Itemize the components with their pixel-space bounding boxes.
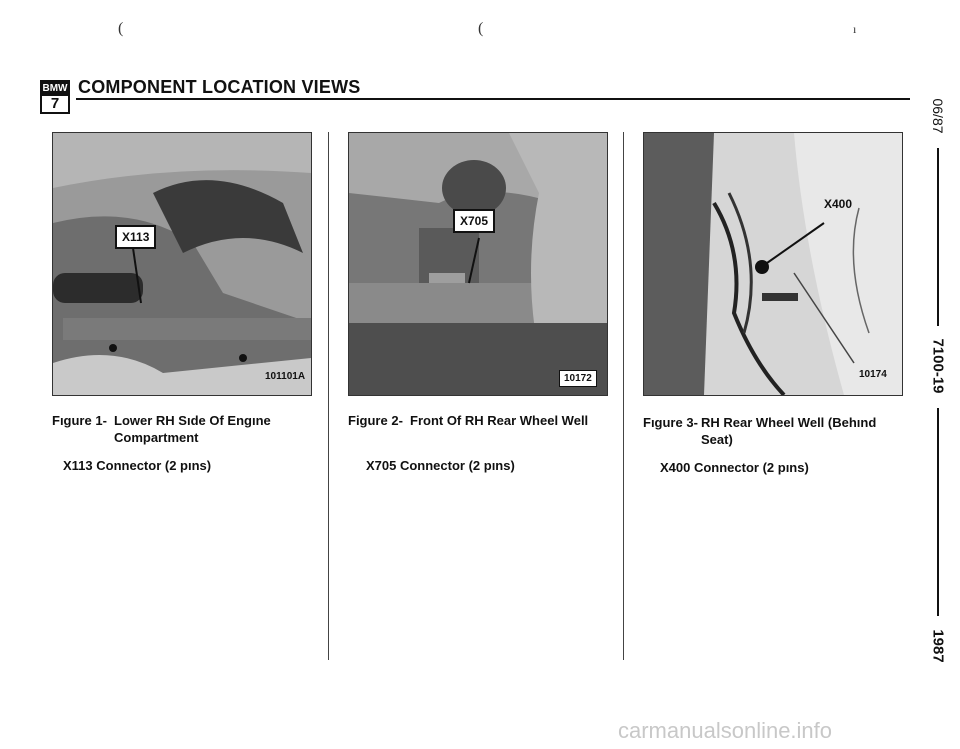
figure-title-continued: Compartment xyxy=(114,430,199,445)
logo-brand: BMW xyxy=(42,83,68,94)
x113-callout: X113 xyxy=(115,225,156,249)
page-margin-info xyxy=(918,90,958,670)
figure-3-connector: X400 Connector (2 pıns) xyxy=(660,460,809,475)
bmw-7-logo xyxy=(40,80,70,114)
figure-1-photo xyxy=(52,132,312,396)
figure-title: Front Of RH Rear Wheel Well xyxy=(410,413,589,428)
rear-wheel-well-illustration xyxy=(349,133,607,395)
revision-date: 06/87 xyxy=(930,98,946,134)
margin-rule xyxy=(937,148,939,326)
margin-rule xyxy=(937,408,939,616)
figure-title: RH Rear Wheel Well (Behınd xyxy=(701,415,877,430)
figure-title-continued: Seat) xyxy=(701,432,733,447)
figure-2-caption xyxy=(348,412,588,429)
page-title: COMPONENT LOCATION VIEWS xyxy=(78,77,361,97)
logo-series: 7 xyxy=(50,95,60,112)
photo-number: 10174 xyxy=(859,369,887,380)
figure-label: Fıgure 1- xyxy=(52,413,107,428)
figure-title: Lower RH Sıde Of Engıne xyxy=(114,413,271,428)
engine-compartment-illustration xyxy=(53,133,311,395)
header-rule xyxy=(76,98,910,100)
stray-mark: ( xyxy=(478,20,484,37)
behind-seat-wheel-well-illustration xyxy=(644,133,902,395)
figure-1-connector: X113 Connector (2 pıns) xyxy=(63,458,212,473)
figure-3-photo xyxy=(643,132,903,396)
photo-number: 101101A xyxy=(265,371,306,382)
page-number: 7100-19 xyxy=(929,338,947,394)
stray-mark: ( xyxy=(118,20,124,37)
figure-2-connector: X705 Connector (2 pıns) xyxy=(366,458,515,473)
figure-2-photo xyxy=(348,132,608,396)
site-watermark: carmanualsonline.info xyxy=(618,718,833,743)
figure-label: Figure 2- xyxy=(348,413,403,428)
figure-3-caption xyxy=(643,414,876,448)
x400-callout: X400 xyxy=(824,197,853,211)
column-divider xyxy=(328,132,329,660)
x705-callout: X705 xyxy=(453,209,495,233)
stray-mark: ı xyxy=(853,22,857,36)
photo-number: 10172 xyxy=(559,370,597,387)
figure-label: Fıgure 3- xyxy=(643,415,698,430)
column-divider xyxy=(623,132,624,660)
figure-1-caption xyxy=(52,412,271,446)
model-year: 1987 xyxy=(929,629,947,663)
